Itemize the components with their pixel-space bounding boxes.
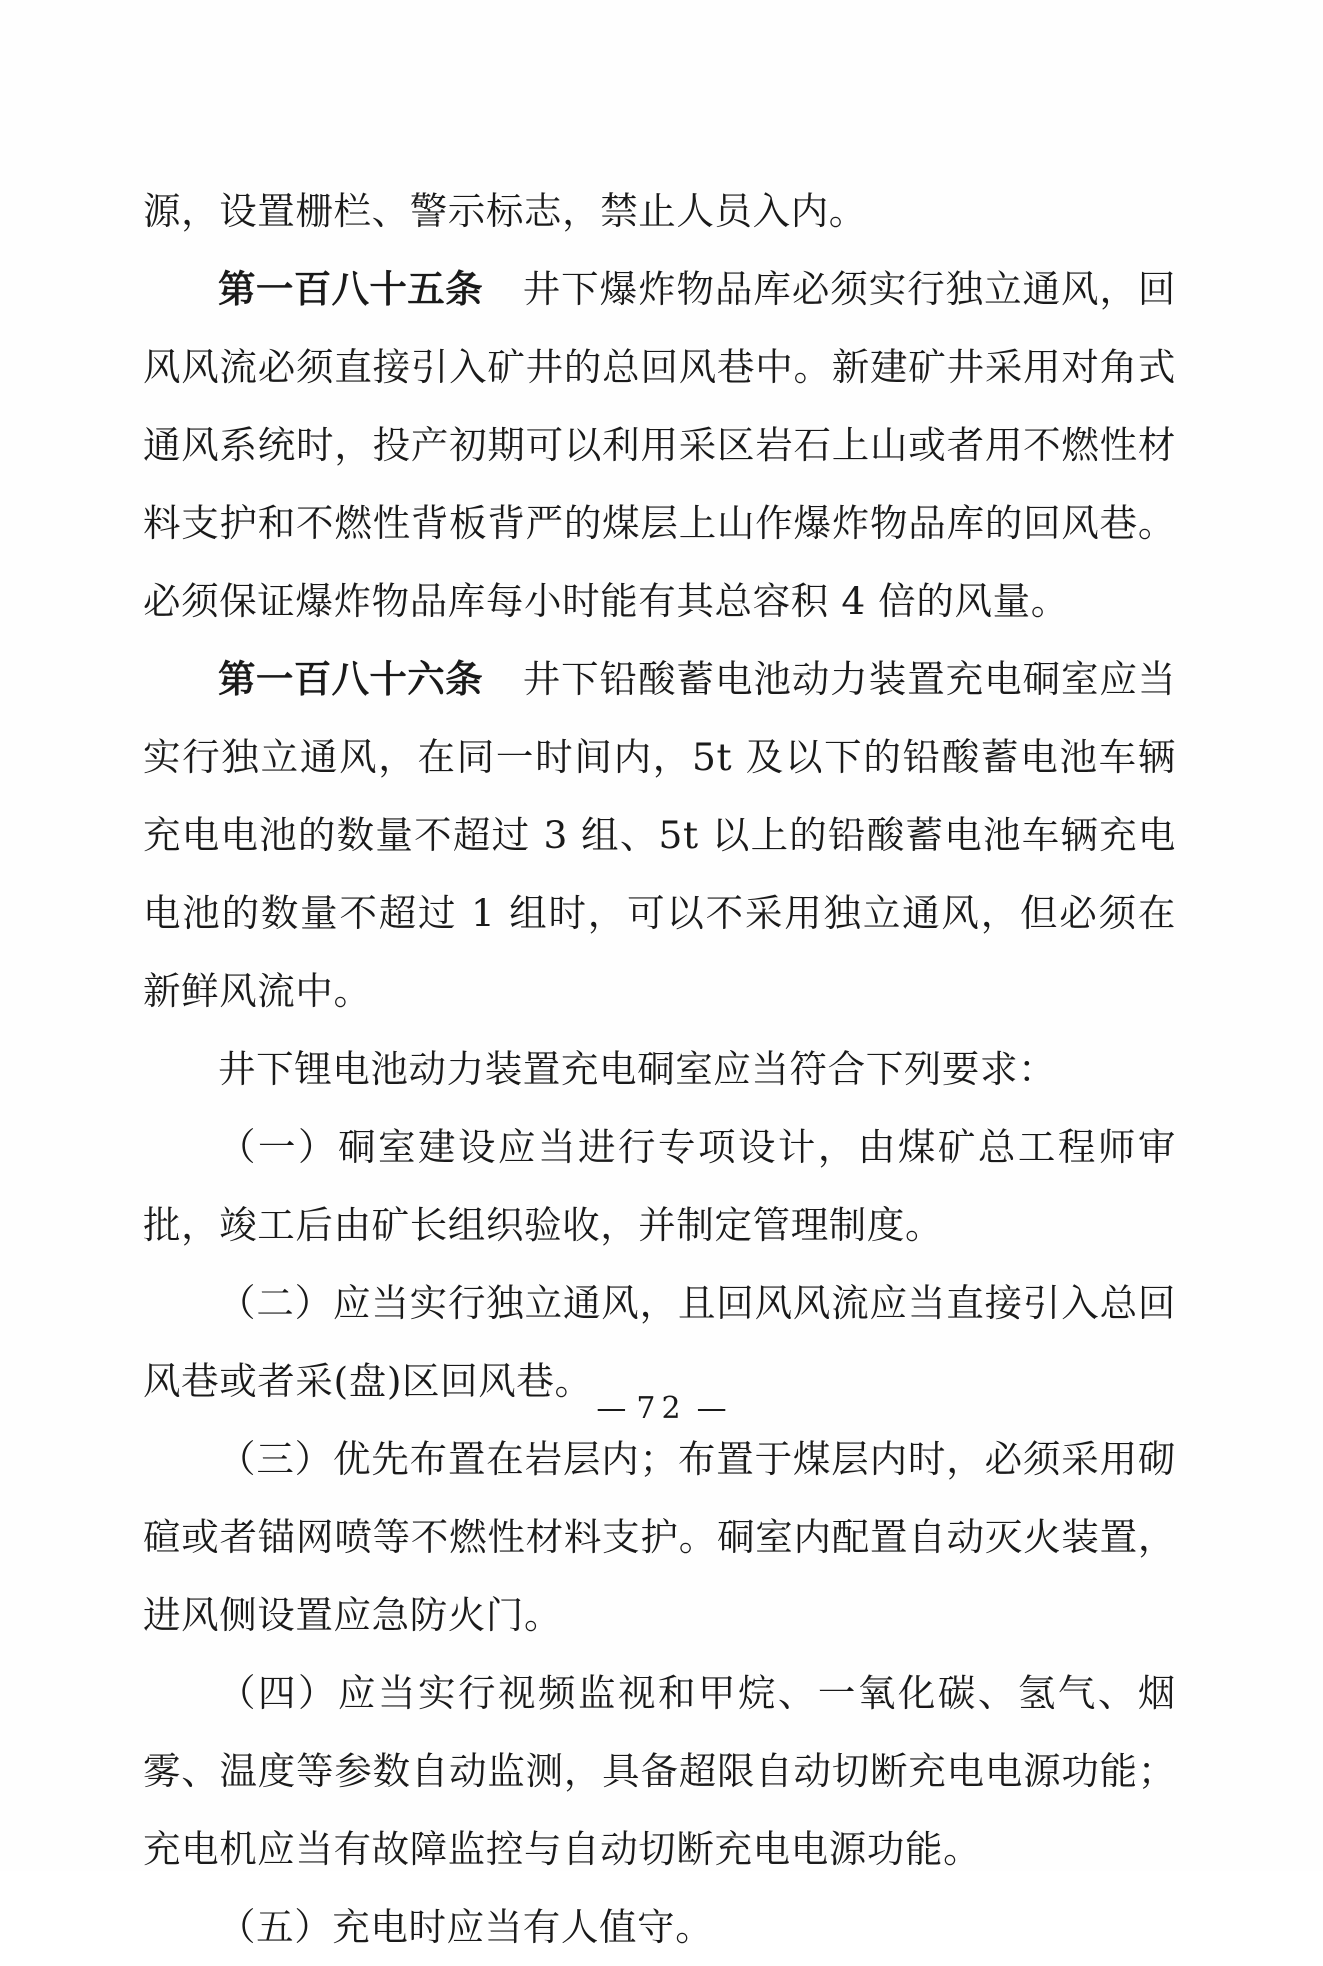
list-item-1 <box>143 1108 1176 1264</box>
paragraph-article-185 <box>143 250 1176 640</box>
list-item-text: （四）应当实行视频监视和甲烷、一氧化碳、氢气、烟雾、温度等参数自动监测，具备超限自动切断充电电源功能；充电机应当有故障监控与自动切断充电电源功能。 <box>143 1671 1176 1871</box>
paragraph-text: 井下锂电池动力装置充电硐室应当符合下列要求： <box>218 1047 1057 1091</box>
footer-dash-left: — <box>596 1391 627 1426</box>
list-item-text: （二）应当实行独立通风，且回风风流应当直接引入总回风巷或者采(盘)区回风巷。 <box>143 1281 1176 1403</box>
paragraph-text: 源，设置栅栏、警示标志，禁止人员入内。 <box>143 189 867 233</box>
paragraph-article-186 <box>143 640 1176 1030</box>
list-item-text: （三）优先布置在岩层内；布置于煤层内时，必须采用砌碹或者锚网喷等不燃性材料支护。硐室内配置自动灭火装置，进风侧设置应急防火门。 <box>143 1437 1176 1637</box>
article-text-186: 井下铅酸蓄电池动力装置充电硐室应当实行独立通风，在同一时间内，5t 及以下的铅酸蓄电池车辆充电电池的数量不超过 3 组、5t 以上的铅酸蓄电池车辆充电电池的数量不超过 1 组时，可以不采用独立通风，但必须在新鲜风流中。 <box>143 657 1177 1013</box>
list-item-5 <box>143 1888 1176 1966</box>
article-number-186: 第一百八十六条 <box>218 657 483 701</box>
page-footer <box>0 1391 1323 1426</box>
list-item-4 <box>143 1654 1176 1888</box>
list-item-text: （一）硐室建设应当进行专项设计，由煤矿总工程师审批，竣工后由矿长组织验收，并制定管理制度。 <box>143 1125 1176 1247</box>
list-item-3 <box>143 1420 1176 1654</box>
page-number: 72 <box>636 1391 687 1426</box>
article-number-185: 第一百八十五条 <box>218 267 483 311</box>
paragraph-continuation <box>143 172 1176 250</box>
paragraph-lithium-intro <box>143 1030 1176 1108</box>
footer-dash-right: — <box>696 1391 727 1426</box>
list-item-text: （五）充电时应当有人值守。 <box>218 1905 714 1949</box>
page-body <box>143 172 1176 1966</box>
article-text-185: 井下爆炸物品库必须实行独立通风，回风风流必须直接引入矿井的总回风巷中。新建矿井采用对角式通风系统时，投产初期可以利用采区岩石上山或者用不燃性材料支护和不燃性背板背严的煤层上山作爆炸物品库的回风巷。必须保证爆炸物品库每小时能有其总容积 4 倍的风量。 <box>143 267 1177 623</box>
